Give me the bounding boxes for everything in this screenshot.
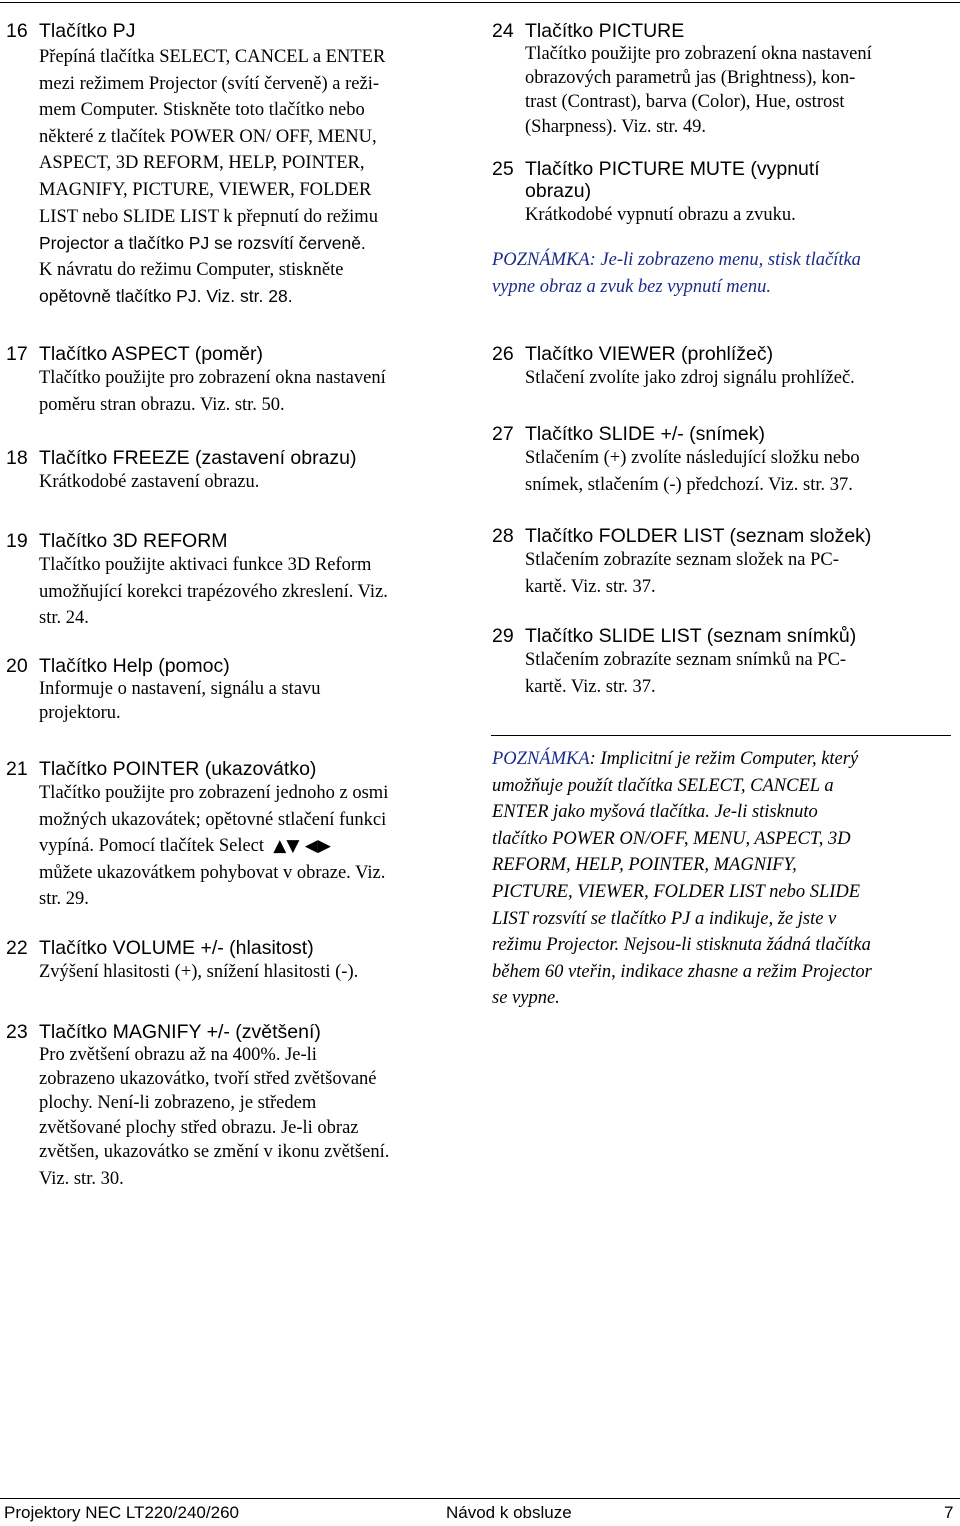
text-line: zobrazeno ukazovátko, tvoří střed zvětšované — [39, 1069, 377, 1090]
text-line: obrazových parametrů jas (Brightness), kon- — [525, 68, 856, 89]
text-line: MAGNIFY, PICTURE, VIEWER, FOLDER — [39, 179, 372, 200]
text-line: opětovně tlačítko PJ. Viz. str. 28. — [39, 286, 293, 307]
entry-number: 17 — [6, 343, 28, 365]
text-line: Informuje o nastavení, signálu a stavu — [39, 679, 321, 699]
text-line: vypne obraz a zvuk bez vypnutí menu. — [492, 276, 771, 297]
entry-title: Tlačítko 3D REFORM — [39, 530, 228, 552]
entry-title: Tlačítko VIEWER (prohlížeč) — [525, 343, 774, 365]
footer-product: Projektory NEC LT220/240/260 — [4, 1503, 239, 1522]
text-line: str. 24. — [39, 608, 89, 629]
entry-number: 23 — [6, 1021, 28, 1043]
entry-number: 18 — [6, 447, 28, 469]
text-line: Tlačítko použijte pro zobrazení okna nastavení — [39, 368, 386, 388]
entry-24 — [492, 20, 954, 139]
text-line: Projector a tlačítko PJ se rozsvítí červeně. — [39, 233, 366, 254]
entry-title: Tlačítko Help (pomoc) — [39, 655, 230, 677]
text-line: Viz. str. 30. — [39, 1169, 124, 1190]
note-divider — [491, 735, 951, 736]
entry-title: Tlačítko PJ — [39, 20, 136, 42]
entry-title: Tlačítko FREEZE (zastavení obrazu) — [39, 447, 357, 469]
text-line: mem Computer. Stiskněte toto tlačítko nebo — [39, 100, 365, 121]
text-line: : Implicitní je režim Computer, který — [589, 749, 859, 769]
text-line: můžete ukazovátkem pohybovat v obraze. Viz. — [39, 862, 386, 883]
select-arrows-icon: ▲▼ ◀▶ — [273, 836, 331, 857]
page-number: 7 — [944, 1503, 954, 1522]
entry-28 — [492, 525, 954, 600]
text-line: PICTURE, VIEWER, FOLDER LIST nebo SLIDE — [492, 881, 861, 902]
text-line: Pro zvětšení obrazu až na 400%. Je-li — [39, 1045, 317, 1065]
entry-29 — [492, 625, 954, 700]
text-line: některé z tlačítek POWER ON/ OFF, MENU, — [39, 126, 377, 147]
note-menu — [492, 247, 954, 300]
text-line: zvětšen, ukazovátko se změní v ikonu zvětšení. — [39, 1141, 390, 1162]
entry-27 — [492, 423, 954, 498]
entry-number: 26 — [492, 343, 514, 365]
note-label: POZNÁMKA — [492, 749, 590, 769]
entry-title: Tlačítko PICTURE MUTE (vypnutí obrazu) — [525, 158, 820, 202]
text-line: mezi režimem Projector (svítí červeně) a reži- — [39, 73, 380, 94]
entry-number: 24 — [492, 20, 514, 42]
entry-17 — [6, 343, 466, 418]
text-line: umožňuje použít tlačítka SELECT, CANCEL a — [492, 775, 834, 796]
entry-title: Tlačítko PICTURE — [525, 20, 685, 42]
entry-title: Tlačítko ASPECT (poměr) — [39, 343, 263, 365]
text-line: Krátkodobé zastavení obrazu. — [39, 472, 260, 492]
entry-title: Tlačítko MAGNIFY +/- (zvětšení) — [39, 1021, 321, 1043]
entry-19 — [6, 530, 466, 632]
text-line: Přepíná tlačítka SELECT, CANCEL a ENTER — [39, 47, 386, 67]
entry-number: 28 — [492, 525, 514, 547]
text-line: LIST nebo SLIDE LIST k přepnutí do režimu — [39, 206, 378, 227]
entry-title: Tlačítko SLIDE LIST (seznam snímků) — [525, 625, 857, 647]
entry-25 — [492, 158, 954, 229]
text-line: str. 29. — [39, 889, 89, 910]
text-line: během 60 vteřin, indikace zhasne a režim Projector — [492, 961, 872, 982]
entry-20 — [6, 655, 466, 725]
note-label: POZNÁMKA — [492, 250, 590, 270]
entry-title: Tlačítko POINTER (ukazovátko) — [39, 758, 317, 780]
entry-number: 19 — [6, 530, 28, 552]
text-line: režimu Projector. Nejsou-li stisknuta žádná tlačítka — [492, 935, 871, 956]
text-line: Stlačením (+) zvolíte následující složku nebo — [525, 448, 860, 468]
text-line: trast (Contrast), barva (Color), Hue, ostrost — [525, 92, 845, 113]
text-line: ASPECT, 3D REFORM, HELP, POINTER, — [39, 153, 365, 174]
entry-23 — [6, 1021, 466, 1191]
entry-title: Tlačítko FOLDER LIST (seznam složek) — [525, 525, 872, 547]
text-line: poměru stran obrazu. Viz. str. 50. — [39, 394, 285, 415]
entry-18 — [6, 447, 466, 496]
text-line: vypíná. Pomocí tlačítek Select ▲▼ ◀▶ — [39, 836, 331, 857]
top-rule — [0, 2, 960, 3]
text-line: tlačítko POWER ON/OFF, MENU, ASPECT, 3D — [492, 828, 851, 849]
text-line: (Sharpness). Viz. str. 49. — [525, 116, 706, 137]
text-line: zvětšované plochy střed obrazu. Je-li obraz — [39, 1117, 359, 1138]
text-line: Tlačítko použijte pro zobrazení okna nastavení — [525, 44, 872, 64]
text-line: K návratu do režimu Computer, stiskněte — [39, 259, 344, 280]
text-line: kartě. Viz. str. 37. — [525, 576, 656, 597]
text-line: možných ukazovátek; opětovné stlačení funkci — [39, 809, 387, 830]
entry-22 — [6, 937, 466, 986]
footer-rule — [0, 1498, 960, 1499]
text-line: umožňující korekci trapézového zkreslení. Viz. — [39, 581, 388, 602]
entry-title: Tlačítko SLIDE +/- (snímek) — [525, 423, 766, 445]
entry-title: Tlačítko VOLUME +/- (hlasitost) — [39, 937, 314, 959]
text-line: Stlačením zobrazíte seznam snímků na PC- — [525, 650, 847, 670]
text-line: kartě. Viz. str. 37. — [525, 676, 656, 697]
entry-number: 25 — [492, 158, 514, 180]
text-line: REFORM, HELP, POINTER, MAGNIFY, — [492, 855, 797, 876]
entry-number: 21 — [6, 758, 28, 780]
text-line: projektoru. — [39, 703, 121, 724]
entry-number: 27 — [492, 423, 514, 445]
entry-number: 20 — [6, 655, 28, 677]
text-line: LIST rozsvítí se tlačítko PJ a indikuje, že jste v — [492, 908, 837, 929]
text-line: Tlačítko použijte aktivaci funkce 3D Reform — [39, 555, 372, 575]
text-line: Tlačítko použijte pro zobrazení jednoho z osmi — [39, 783, 389, 803]
text-line: : Je-li zobrazeno menu, stisk tlačítka — [589, 250, 861, 270]
text-line: Stlačením zobrazíte seznam složek na PC- — [525, 550, 839, 570]
note-default-mode — [492, 746, 958, 1012]
text-line: Zvýšení hlasitosti (+), snížení hlasitosti (-). — [39, 962, 359, 982]
text-line: se vypne. — [492, 988, 560, 1009]
text-line: plochy. Není-li zobrazeno, je středem — [39, 1093, 317, 1114]
text-line: Krátkodobé vypnutí obrazu a zvuku. — [525, 205, 796, 225]
footer-manual: Návod k obsluze — [446, 1503, 572, 1522]
entry-26 — [492, 343, 954, 392]
entry-number: 29 — [492, 625, 514, 647]
text-line: Stlačení zvolíte jako zdroj signálu prohlížeč. — [525, 368, 855, 388]
entry-21 — [6, 758, 466, 913]
entry-number: 22 — [6, 937, 28, 959]
entry-number: 16 — [6, 20, 28, 42]
text-line: ENTER jako myšová tlačítka. Je-li stisknuto — [492, 802, 818, 823]
text-line: snímek, stlačením (-) předchozí. Viz. str. 37. — [525, 474, 853, 495]
entry-16 — [6, 20, 466, 310]
